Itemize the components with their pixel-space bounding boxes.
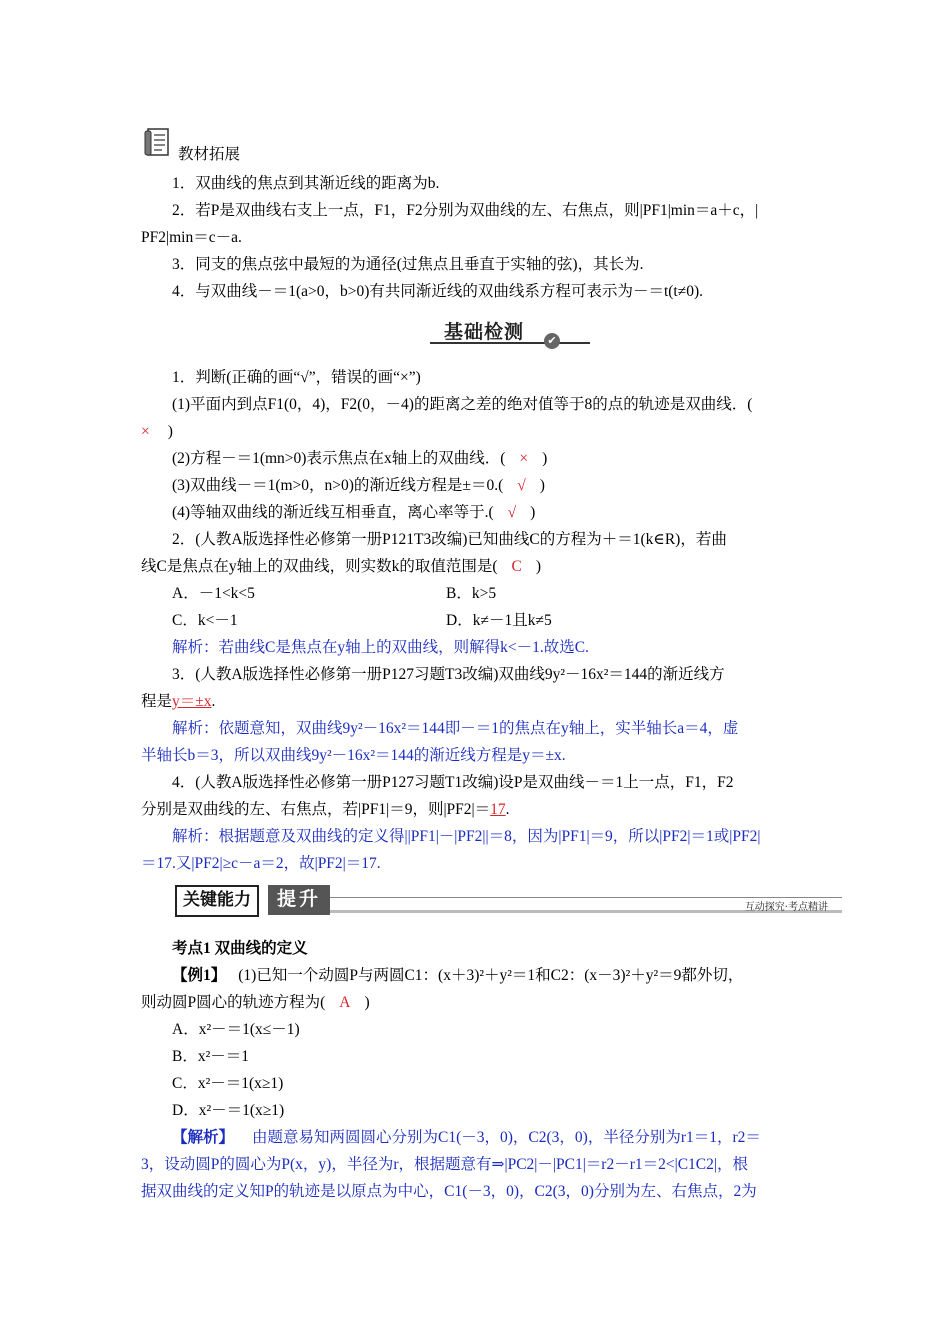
q1-part4-text: (4)等轴双曲线的渐近线互相垂直，离心率等于.(: [172, 504, 494, 521]
paren-close: ): [364, 994, 370, 1011]
q1-part2: [172, 448, 547, 470]
q2-option-a: A．－1<k<5: [172, 585, 255, 602]
q1-part2-text: (2)方程－＝1(mn>0)表示焦点在x轴上的双曲线．(: [172, 450, 506, 467]
q2-option-c: C．k<－1: [172, 612, 238, 629]
example1-solution-2: 3，设动圆P的圆心为P(x，y)，半径为r，根据题意有⇒|PC2|－|PC1|＝r2－r1＝2<|C1C2|，根: [141, 1156, 748, 1173]
q2-option-d: D．k≠－1且k≠5: [446, 612, 552, 629]
section-title-basic-test: 基础检测: [444, 321, 525, 343]
q1-part3: [172, 475, 545, 497]
q4-solution-1: 解析：根据题意及双曲线的定义得||PF1|－|PF2||＝8，因为|PF1|＝9，所以|PF2|＝1或|PF2|: [172, 828, 761, 845]
example1-answer: A: [339, 994, 351, 1011]
check-icon: ✔: [544, 333, 560, 349]
example1-text: (1)已知一个动圆P与两圆C1：(x＋3)²＋y²＝1和C2：(x－3)²＋y²＝9都外切，: [238, 967, 744, 984]
q1-part3-text: (3)双曲线－＝1(m>0，n>0)的渐近线方程是±＝0.(: [172, 477, 504, 494]
topic1-title: 考点1 双曲线的定义: [172, 940, 308, 957]
q1-part3-answer: √: [517, 477, 526, 494]
ext-item-1: 1．双曲线的焦点到其渐近线的距离为b.: [172, 175, 440, 192]
section-header-key-ability: [175, 885, 842, 915]
q3-line2-text: 程是: [141, 693, 173, 710]
paren-close: ): [167, 423, 173, 440]
q1-part4-answer: √: [507, 504, 517, 521]
q2-solution: 解析：若曲线C是焦点在y轴上的双曲线，则解得k<－1.故选C.: [172, 639, 589, 656]
q2-answer: C: [511, 558, 522, 575]
solution-label: 【解析】: [172, 1129, 235, 1146]
q1-part1: (1)平面内到点F1(0，4)，F2(0，－4)的距离之差的绝对值等于8的点的轨迹是双曲线．(: [172, 396, 753, 413]
paren-close: ): [530, 504, 536, 521]
example1-option-b: B．x²－＝1: [172, 1048, 249, 1065]
q3-line2: 程是y＝±x.: [141, 693, 216, 710]
q1-part1-answer-line: [141, 421, 173, 443]
ext-item-2-cont: PF2|min＝c－a.: [141, 229, 242, 246]
example1-option-d: D．x²－＝1(x≥1): [172, 1102, 285, 1119]
q4-solution-2: ＝17.又|PF2|≥c－a＝2，故|PF2|＝17.: [141, 855, 381, 872]
paren-close: ): [542, 450, 548, 467]
q4-answer: 17: [490, 801, 506, 818]
section-title-textbook-extension: 教材拓展: [178, 146, 241, 163]
example1-option-a: A．x²－＝1(x≤－1): [172, 1021, 300, 1038]
solution-text-1: 由题意易知两圆圆心分别为C1(－3，0)，C2(3，0)，半径分别为r1＝1，r2＝: [252, 1129, 761, 1146]
q2-line1: 2．(人教A版选择性必修第一册P121T3改编)已知曲线C的方程为＋＝1(k∈R)，若曲: [172, 531, 727, 548]
example1-line2-text: 则动圆P圆心的轨迹方程为(: [141, 994, 326, 1011]
paren-close: ): [535, 558, 542, 575]
example1-line2: [141, 992, 370, 1014]
q3-line1: 3．(人教A版选择性必修第一册P127习题T3改编)双曲线9y²－16x²＝144的渐近线方: [172, 666, 725, 683]
ext-item-3: 3．同支的焦点弦中最短的为通径(过焦点且垂直于实轴的弦)，其长为.: [172, 256, 644, 273]
q4-line2-text: 分别是双曲线的左、右焦点，若|PF1|＝9，则|PF2|＝: [141, 801, 491, 818]
q1-part1-answer: ×: [141, 423, 150, 440]
q1-stem: 1．判断(正确的画“√”，错误的画“×”): [172, 369, 421, 386]
q2-option-b: B．k>5: [446, 585, 497, 602]
ext-item-4: 4．与双曲线－＝1(a>0，b>0)有共同渐近线的双曲线系方程可表示为－＝t(t≠0).: [172, 283, 704, 300]
book-icon: [143, 126, 173, 158]
q4-line1: 4．(人教A版选择性必修第一册P127习题T1改编)设P是双曲线－＝1上一点，F1，F2: [172, 774, 734, 791]
q3-answer: y＝±x: [172, 693, 212, 710]
example1-line1: [172, 965, 743, 987]
section-title-improve: 提升: [268, 885, 330, 915]
example1-option-c: C．x²－＝1(x≥1): [172, 1075, 284, 1092]
q2-line2: [141, 556, 541, 578]
q2-line2-text: 线C是焦点在y轴上的双曲线，则实数k的取值范围是(: [141, 558, 498, 575]
ext-item-2: 2．若P是双曲线右支上一点，F1，F2分别为双曲线的左、右焦点，则|PF1|min＝a＋c，|: [172, 202, 759, 219]
q3-solution-1: 解析：依题意知，双曲线9y²－16x²＝144即－＝1的焦点在y轴上，实半轴长a＝4，虚: [172, 720, 739, 737]
section-title-key-ability: 关键能力: [175, 885, 259, 917]
q1-part2-answer: ×: [519, 450, 529, 467]
paren-close: ): [539, 477, 545, 494]
example1-label: 【例1】: [172, 967, 227, 984]
q3-solution-2: 半轴长b＝3，所以双曲线9y²－16x²＝144的渐近线方程是y＝±x.: [141, 747, 566, 764]
section-subtitle: 互动探究·考点精讲: [744, 902, 828, 913]
section-header-basic-test: [430, 320, 590, 350]
q1-part4: [172, 502, 535, 524]
example1-solution-1: [172, 1127, 761, 1149]
example1-solution-3: 据双曲线的定义知P的轨迹是以原点为中心，C1(－3，0)，C2(3，0)分别为左、右焦点，2为: [141, 1183, 757, 1200]
q4-line2: 分别是双曲线的左、右焦点，若|PF1|＝9，则|PF2|＝17.: [141, 801, 510, 818]
